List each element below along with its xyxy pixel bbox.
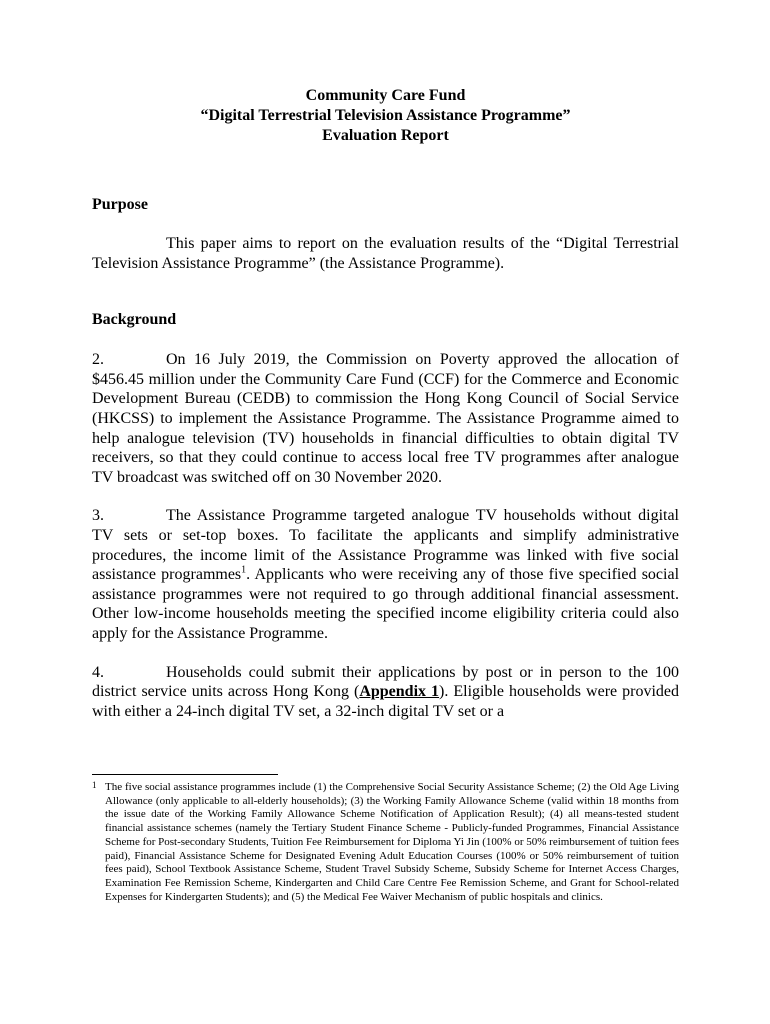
document-page xyxy=(92,86,679,721)
report-title-line-1: Community Care Fund xyxy=(305,87,466,104)
background-heading: Background xyxy=(92,311,177,329)
purpose-text: This paper aims to report on the evaluation results of the “Digital Terrestrial Television Assistance Programme” (the Assistance Programme). xyxy=(92,235,679,272)
paragraph-4-number: 4. xyxy=(92,663,104,681)
paragraph-3-text-b: . Applicants who were receiving any of those five specified social assistance programmes were not required to go through additional financial assessment. Other low-income households meeting the specified income eligibility criteria could also apply for the Assistance Programme. xyxy=(92,566,680,642)
footnote-mark: 1 xyxy=(92,780,97,790)
paragraph-4 xyxy=(92,663,679,722)
appendix-1-link[interactable]: Appendix 1 xyxy=(359,683,440,701)
paragraph-3 xyxy=(92,506,679,643)
purpose-heading: Purpose xyxy=(92,196,148,213)
report-title-line-3: Evaluation Report xyxy=(322,127,449,144)
paragraph-2-number: 2. xyxy=(92,351,104,369)
paragraph-4-text-a: Households could submit their applications by post or in person to the 100 district service units across Hong Kong ( xyxy=(92,663,679,701)
footnote-separator xyxy=(92,774,278,775)
purpose-paragraph xyxy=(92,234,679,273)
paragraph-2 xyxy=(92,350,679,487)
footnote xyxy=(92,781,679,904)
report-title-line-2: “Digital Terrestrial Television Assistance Programme” xyxy=(200,107,571,124)
paragraph-4-text-b: ). Eligible households were provided with either a 24-inch digital TV set, a 32-inch digital TV set or a xyxy=(92,683,679,720)
footnote-reference[interactable]: 1 xyxy=(241,564,247,576)
paragraph-2-text: On 16 July 2019, the Commission on Poverty approved the allocation of $456.45 million under the Community Care Fund (CCF) for the Commerce and Economic Development Bureau (CEDB) to commission the Hong Kong Council of Social Service (HKCSS) to implement the Assistance Programme. The Assistance Programme aimed to help analogue television (TV) households in financial difficulties to obtain digital TV receivers, so that they could continue to access local free TV programmes after analogue TV broadcast was switched off on 30 November 2020. xyxy=(92,351,679,486)
paragraph-3-number: 3. xyxy=(92,507,104,525)
paragraph-3-text-a: The Assistance Programme targeted analogue TV households without digital TV sets or set-top boxes. To facilitate the applicants and simplify administrative procedures, the income limit of the Assistance Programme was linked with five social assistance programmes xyxy=(92,507,679,584)
footnote-text: The five social assistance programmes include (1) the Comprehensive Social Security Assistance Scheme; (2) the Old Age Living Allowance (only applicable to all-elderly households); (3) the Working Family Allowance Scheme (valid within 18 months from the issue date of the Working Family Allowance Scheme Notification of Application Result); (4) all means-tested student financial assistance schemes (namely the Tertiary Student Finance Scheme - Publicly-funded Programmes, Financial Assistance Scheme for Post-secondary Students, Tuition Fee Reimbursement for Diploma Yi Jin (100% or 50% reimbursement of tuition fees paid), Financial Assistance Scheme for Designated Evening Adult Education Courses (100% or 50% reimbursement of tuition fees paid), School Textbook Assistance Scheme, Student Travel Subsidy Scheme, Subsidy Scheme for Internet Access Charges, Examination Fee Remission Scheme, Kindergarten and Child Care Centre Fee Remission Scheme, and Grant for School-related Expenses for Kindergarten Students); and (5) the Medical Fee Waiver Mechanism of public hospitals and clinics. xyxy=(105,781,679,903)
